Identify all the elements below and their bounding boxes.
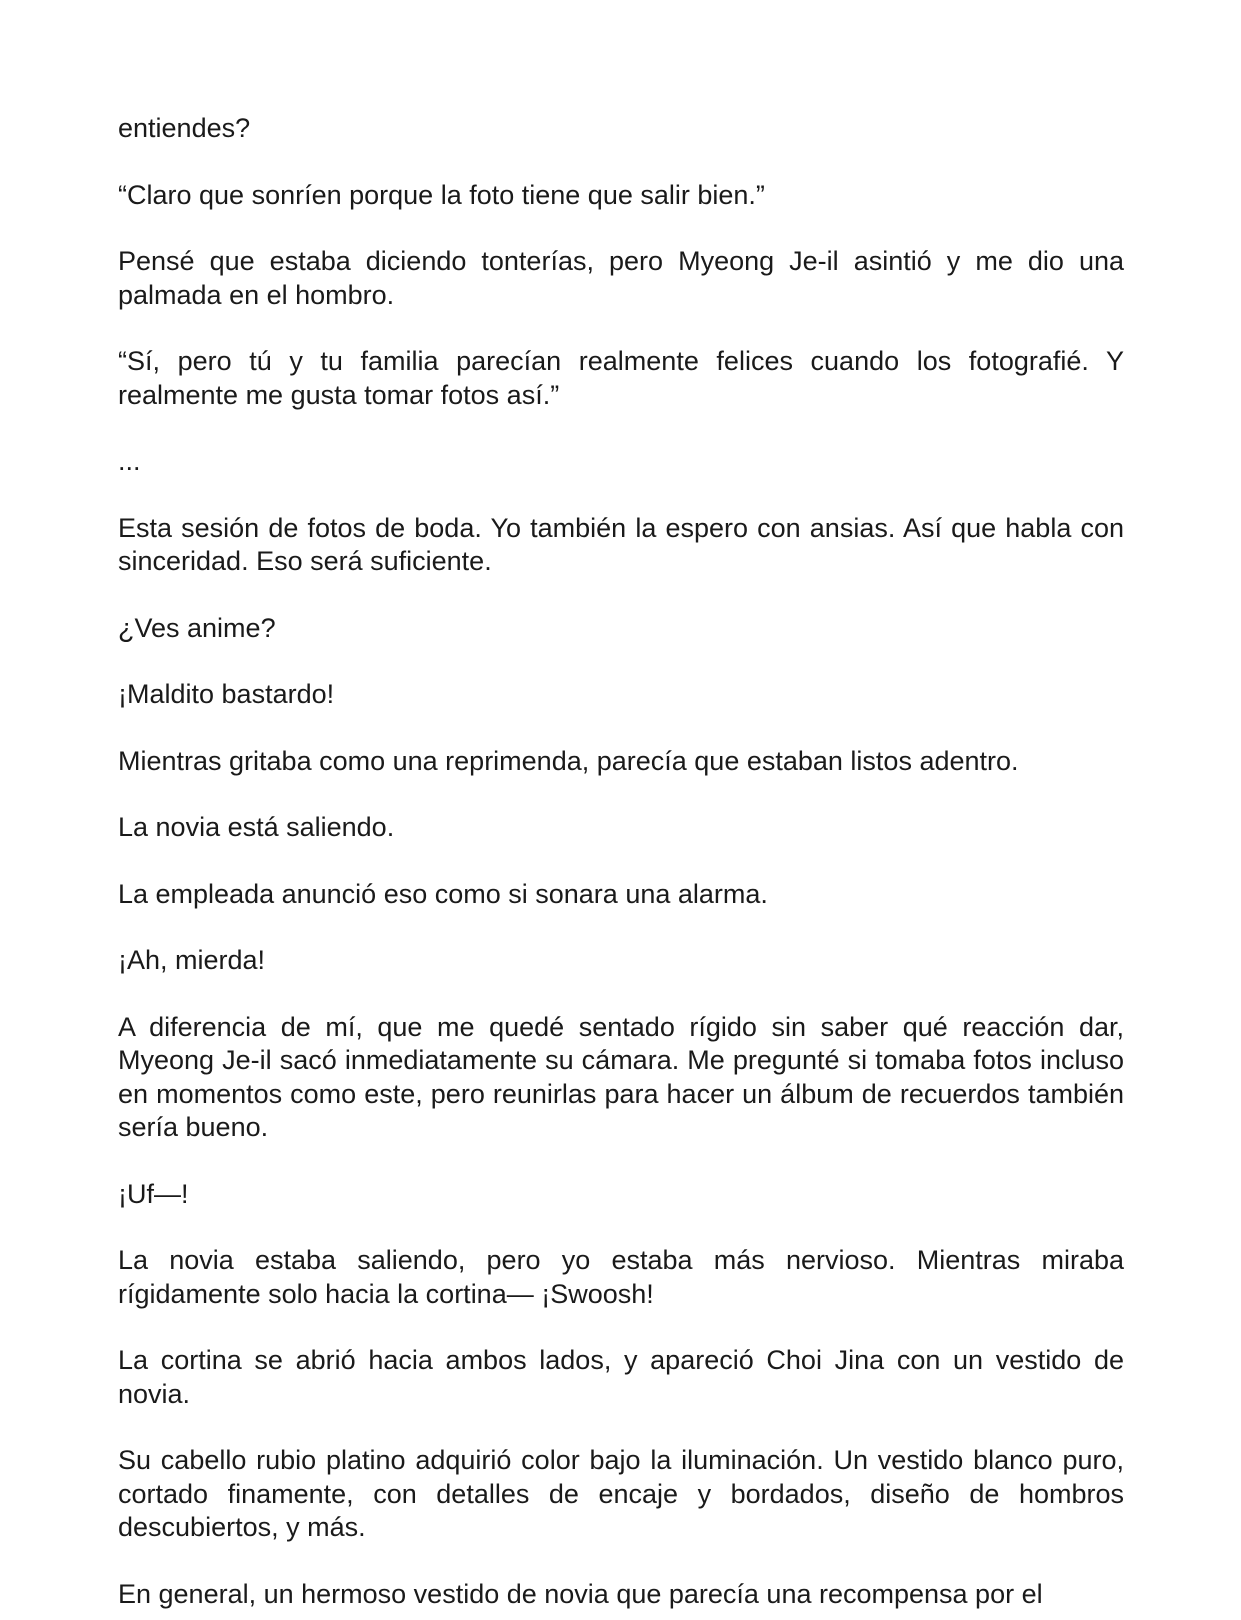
paragraph-8: ¡Maldito bastardo! [118,679,335,709]
paragraph-9: Mientras gritaba como una reprimenda, parecía que estaban listos adentro. [118,745,1019,776]
paragraph-2: “Claro que sonríen porque la foto tiene que salir bien.” [118,179,765,210]
paragraph-16: La cortina se abrió hacia ambos lados, y apareció Choi Jina con un vestido de novia. [118,1345,1124,1409]
paragraph-4: “Sí, pero tú y tu familia parecían realmente felices cuando los fotografié. Y realmente me gusta tomar fotos así.” [118,346,1124,410]
paragraph-5: ... [118,446,141,476]
paragraph-17: Su cabello rubio platino adquirió color bajo la iluminación. Un vestido blanco puro, cortado finamente, con detalles de encaje y bordados, diseño de hombros descubiertos, y más. [118,1445,1124,1542]
paragraph-10: La novia está saliendo. [118,812,395,842]
document-body [118,112,1124,1620]
paragraph-11: La empleada anunció eso como si sonara una alarma. [118,878,768,909]
paragraph-14: ¡Uf—! [118,1178,189,1209]
paragraph-18: En general, un hermoso vestido de novia que parecía una recompensa por el [118,1578,1043,1609]
paragraph-7: ¿Ves anime? [118,612,276,643]
paragraph-13: A diferencia de mí, que me quedé sentado rígido sin saber qué reacción dar, Myeong Je-il sacó inmediatamente su cámara. Me pregunté si tomaba fotos incluso en momentos como este, pero reunirlas para hacer un álbum de recuerdos también sería bueno. [118,1011,1124,1142]
paragraph-3: Pensé que estaba diciendo tonterías, pero Myeong Je-il asintió y me dio una palmada en el hombro. [118,246,1124,310]
paragraph-12: ¡Ah, mierda! [118,945,266,975]
paragraph-6: Esta sesión de fotos de boda. Yo también la espero con ansias. Así que habla con sinceridad. Eso será suficiente. [118,512,1124,576]
paragraph-1: entiendes? [118,113,251,143]
paragraph-15: La novia estaba saliendo, pero yo estaba más nervioso. Mientras miraba rígidamente solo hacia la cortina— ¡Swoosh! [118,1245,1124,1309]
